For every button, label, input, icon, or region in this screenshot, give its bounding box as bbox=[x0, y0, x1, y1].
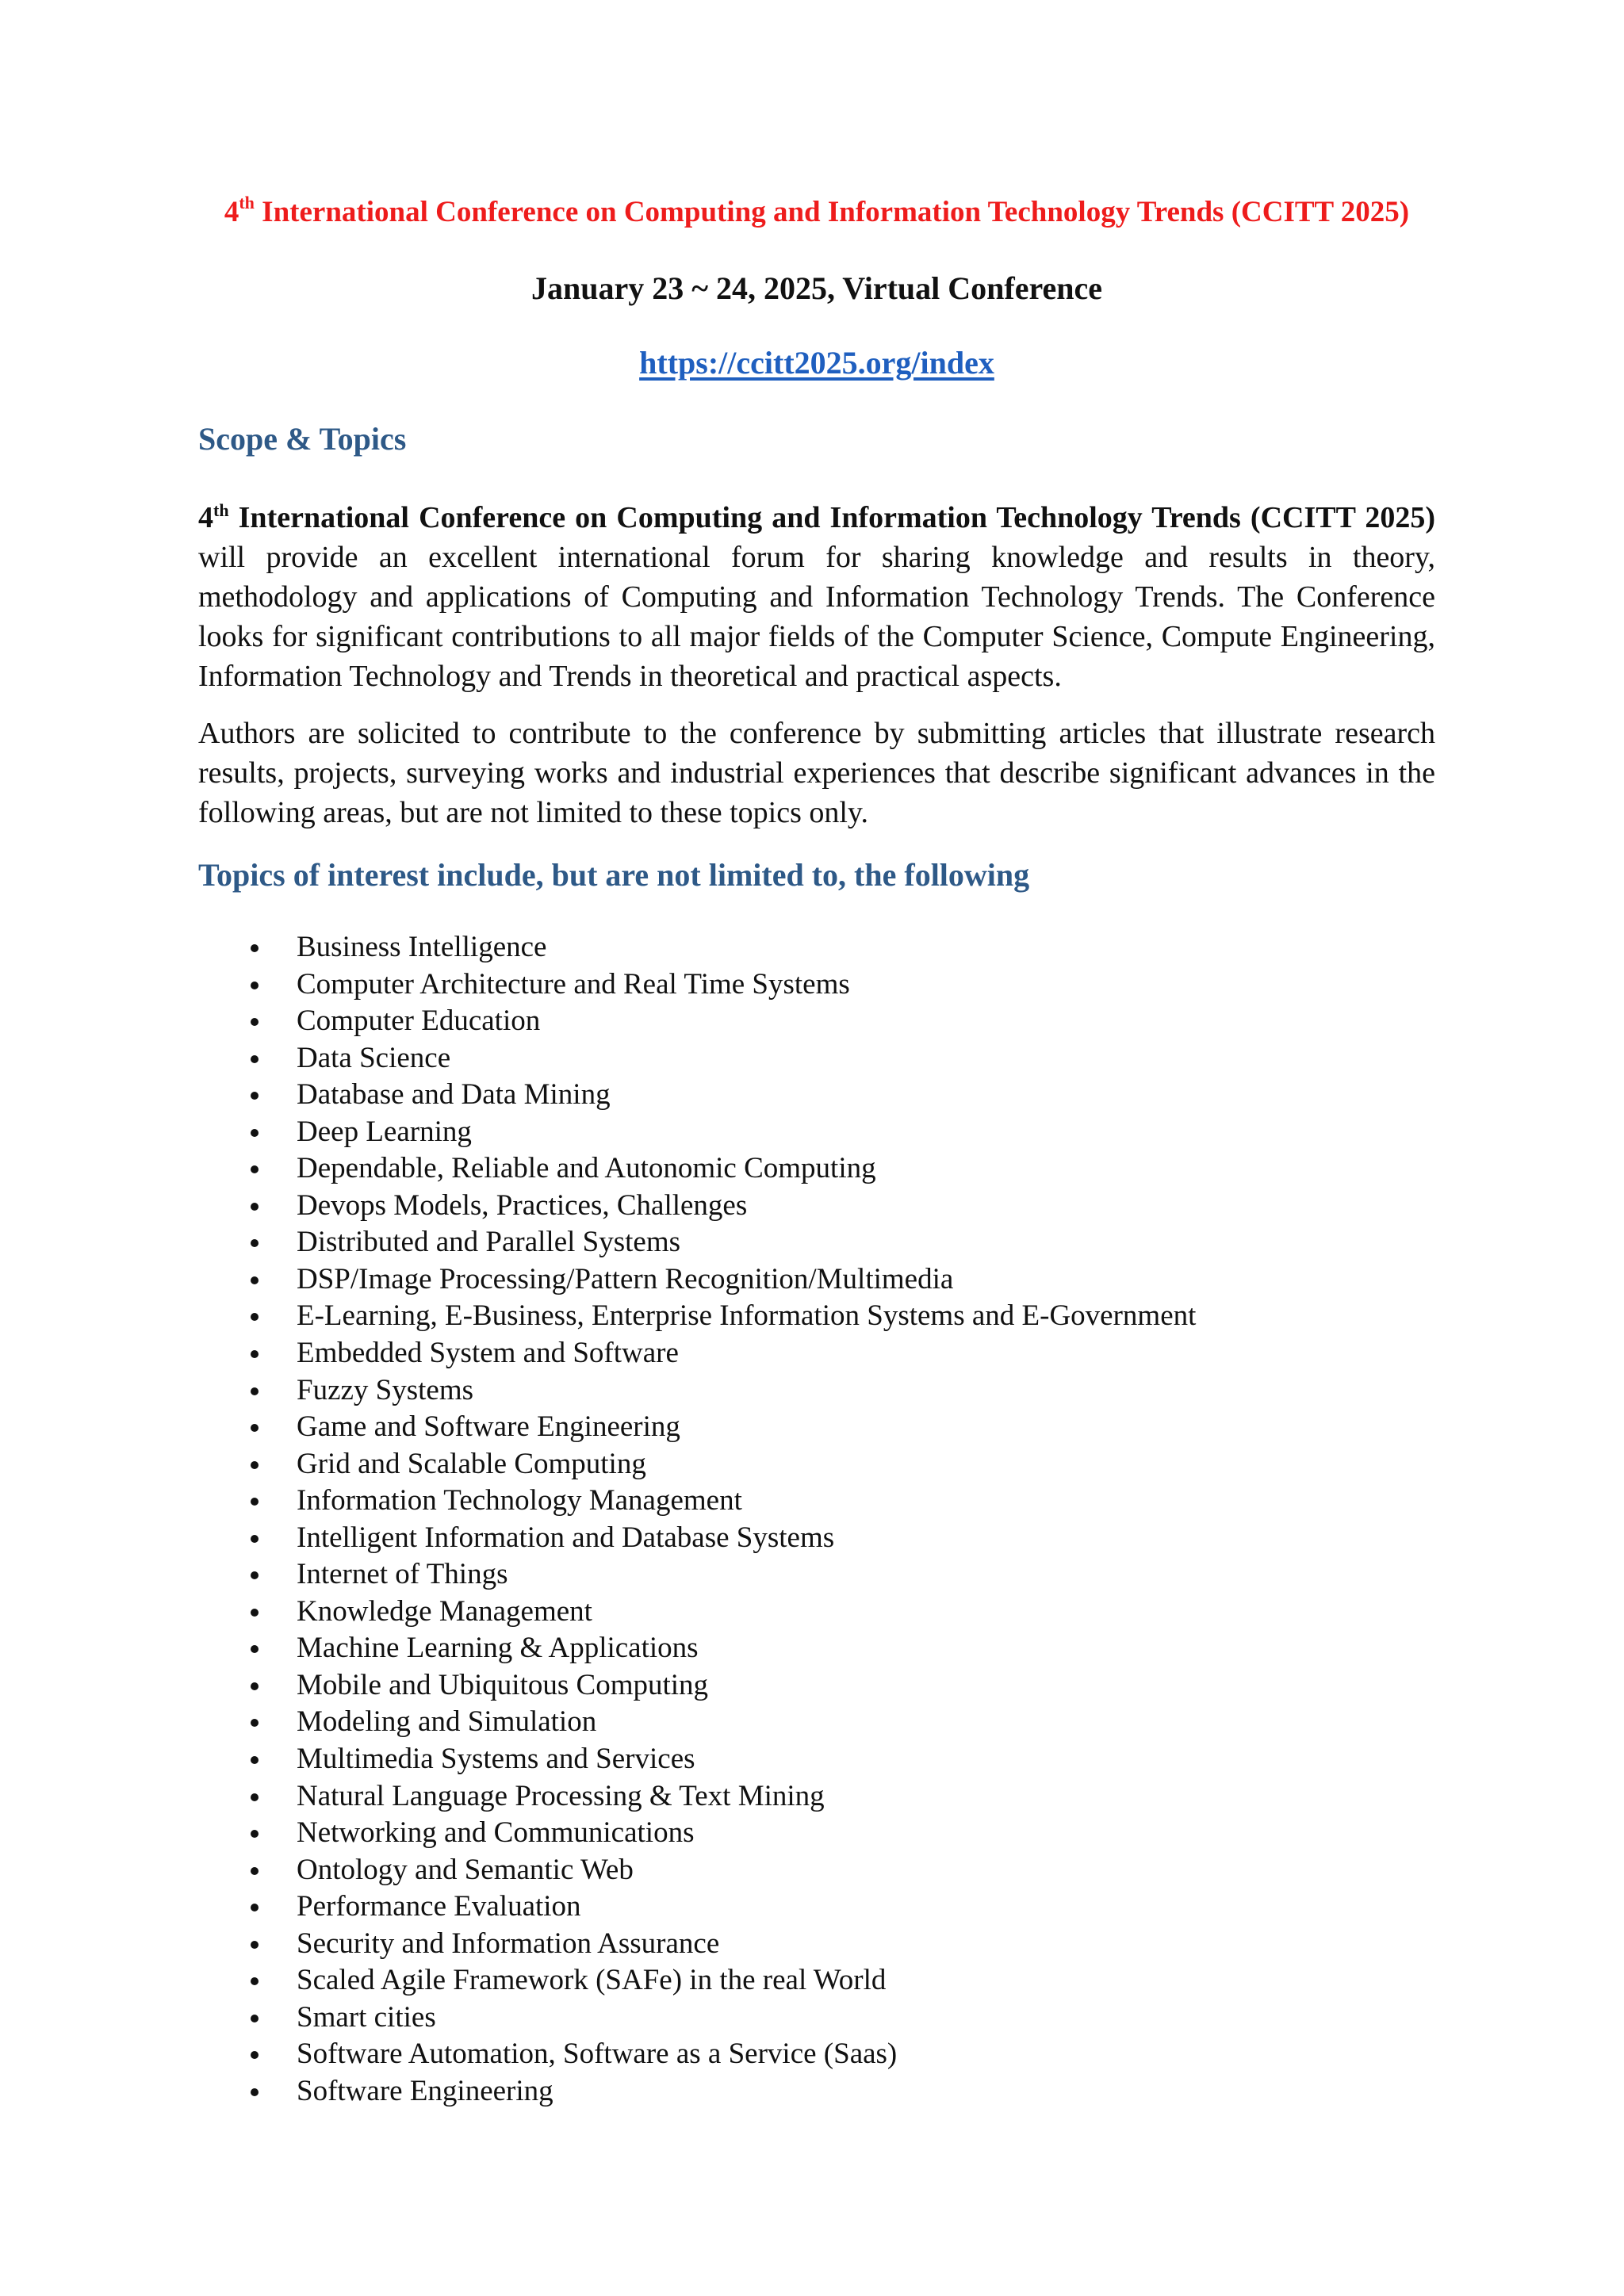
topic-label: Knowledge Management bbox=[297, 1594, 592, 1628]
topic-label: Intelligent Information and Database Systems bbox=[297, 1521, 835, 1554]
topic-list-item bbox=[198, 1298, 1196, 1335]
topic-label: Ontology and Semantic Web bbox=[297, 1853, 634, 1886]
bullet-icon bbox=[251, 1203, 259, 1211]
bullet-icon bbox=[251, 1165, 259, 1173]
bullet-icon bbox=[251, 944, 259, 952]
topic-label: Dependable, Reliable and Autonomic Computing bbox=[297, 1152, 876, 1185]
topic-list-item bbox=[198, 1188, 1196, 1225]
bullet-icon bbox=[251, 1571, 259, 1579]
topics-list bbox=[198, 929, 1196, 2110]
topic-label: Distributed and Parallel Systems bbox=[297, 1226, 681, 1259]
bullet-icon bbox=[251, 1313, 259, 1321]
bullet-icon bbox=[251, 1092, 259, 1100]
topic-label: Performance Evaluation bbox=[297, 1890, 581, 1923]
bullet-icon bbox=[251, 1055, 259, 1063]
topic-label: Computer Education bbox=[297, 1004, 541, 1038]
topic-label: Business Intelligence bbox=[297, 931, 547, 963]
authors-paragraph: Authors are solicited to contribute to the conference by submitting articles that illustrate research results, projects, surveying works and industrial experiences that describe significant advances in the following areas, but are not limited to these topics only. bbox=[198, 717, 1435, 829]
topic-list-item bbox=[198, 1003, 1196, 1040]
topic-label: Scaled Agile Framework (SAFe) in the real World bbox=[297, 1964, 887, 1997]
topic-list-item bbox=[198, 1446, 1196, 1483]
topic-label: Modeling and Simulation bbox=[297, 1705, 597, 1739]
topic-list-item bbox=[198, 1483, 1196, 1520]
topic-label: Grid and Scalable Computing bbox=[297, 1447, 646, 1480]
conference-url-line bbox=[198, 344, 1435, 381]
bullet-icon bbox=[251, 1977, 259, 1985]
conference-title-text: International Conference on Computing and Information Technology Trends (CCITT 2025) bbox=[254, 196, 1410, 228]
topic-label: E-Learning, E-Business, Enterprise Information Systems and E-Government bbox=[297, 1299, 1197, 1333]
topic-list-item bbox=[198, 1778, 1196, 1816]
bullet-icon bbox=[251, 1609, 259, 1617]
topic-list-item bbox=[198, 929, 1196, 966]
topic-list-item bbox=[198, 1962, 1196, 1999]
topic-label: Multimedia Systems and Services bbox=[297, 1743, 695, 1776]
topic-label: DSP/Image Processing/Pattern Recognition/Multimedia bbox=[297, 1262, 954, 1295]
topic-list-item bbox=[198, 1261, 1196, 1299]
bullet-icon bbox=[251, 1535, 259, 1543]
topic-list-item bbox=[198, 1335, 1196, 1372]
topic-label: Embedded System and Software bbox=[297, 1337, 679, 1370]
topic-list-item bbox=[198, 1741, 1196, 1778]
topic-list-item bbox=[198, 1224, 1196, 1261]
topic-list-item bbox=[198, 1999, 1196, 2037]
topic-label: Fuzzy Systems bbox=[297, 1373, 474, 1406]
topic-list-item bbox=[198, 966, 1196, 1004]
topic-list-item bbox=[198, 1556, 1196, 1594]
topic-label: Mobile and Ubiquitous Computing bbox=[297, 1668, 709, 1701]
topic-label: Deep Learning bbox=[297, 1115, 472, 1148]
topic-label: Machine Learning & Applications bbox=[297, 1632, 699, 1665]
topic-list-item bbox=[198, 1077, 1196, 1114]
bullet-icon bbox=[251, 1276, 259, 1284]
intro-paragraph bbox=[198, 498, 1435, 696]
bullet-icon bbox=[251, 1424, 259, 1432]
bullet-icon bbox=[251, 1645, 259, 1653]
bullet-icon bbox=[251, 1387, 259, 1395]
topic-list-item bbox=[198, 1150, 1196, 1188]
topic-list-item bbox=[198, 1667, 1196, 1705]
conference-title-superscript: th bbox=[239, 193, 255, 212]
topic-list-item bbox=[198, 2073, 1196, 2110]
scope-heading: Scope & Topics bbox=[198, 421, 407, 457]
intro-ordinal: 4 bbox=[198, 501, 213, 534]
conference-date-line: January 23 ~ 24, 2025, Virtual Conference bbox=[530, 270, 1103, 306]
intro-bold-text: International Conference on Computing and Information Technology Trends (CCITT 2025) bbox=[228, 501, 1435, 534]
bullet-icon bbox=[251, 1018, 259, 1026]
conference-url-link[interactable]: https://ccitt2025.org/index bbox=[639, 345, 994, 381]
topic-label: Security and Information Assurance bbox=[297, 1927, 720, 1960]
intro-superscript: th bbox=[213, 500, 229, 520]
bullet-icon bbox=[251, 2015, 259, 2022]
intro-bold-lead bbox=[198, 501, 1435, 534]
conference-title bbox=[198, 195, 1435, 229]
bullet-icon bbox=[251, 982, 259, 989]
bullet-icon bbox=[251, 1682, 259, 1690]
bullet-icon bbox=[251, 1941, 259, 1949]
topic-list-item bbox=[198, 1409, 1196, 1446]
topic-list-item bbox=[198, 2036, 1196, 2073]
bullet-icon bbox=[251, 1461, 259, 1469]
topic-label: Data Science bbox=[297, 1041, 451, 1074]
bullet-icon bbox=[251, 1239, 259, 1247]
topic-label: Natural Language Processing & Text Mining bbox=[297, 1779, 825, 1812]
topic-label: Networking and Communications bbox=[297, 1816, 695, 1850]
topic-label: Computer Architecture and Real Time Systems bbox=[297, 967, 850, 1001]
topic-label: Internet of Things bbox=[297, 1558, 508, 1591]
topic-label: Smart cities bbox=[297, 2000, 436, 2034]
topic-list-item bbox=[198, 1926, 1196, 1963]
conference-title-ordinal: 4 bbox=[224, 196, 239, 228]
topic-list-item bbox=[198, 1594, 1196, 1631]
bullet-icon bbox=[251, 2051, 259, 2059]
bullet-icon bbox=[251, 1904, 259, 1911]
topic-list-item bbox=[198, 1040, 1196, 1077]
topic-list-item bbox=[198, 1852, 1196, 1889]
topic-list-item bbox=[198, 1888, 1196, 1926]
topic-list-item bbox=[198, 1114, 1196, 1151]
bullet-icon bbox=[251, 1756, 259, 1764]
bullet-icon bbox=[251, 2088, 259, 2096]
bullet-icon bbox=[251, 1830, 259, 1838]
topic-label: Devops Models, Practices, Challenges bbox=[297, 1188, 748, 1222]
bullet-icon bbox=[251, 1867, 259, 1875]
topic-list-item bbox=[198, 1704, 1196, 1741]
document-page bbox=[198, 0, 1435, 2296]
topic-label: Database and Data Mining bbox=[297, 1078, 611, 1112]
bullet-icon bbox=[251, 1129, 259, 1137]
intro-body-text: will provide an excellent international forum for sharing knowledge and results in theory, methodology and applications of Computing and Information Technology Trends. The Conference looks for significant contributions to all major fields of the Computer Science, Compute Engineering, Information Technology and Trends in theoretical and practical aspects. bbox=[198, 541, 1435, 693]
bullet-icon bbox=[251, 1719, 259, 1727]
topics-heading: Topics of interest include, but are not limited to, the following bbox=[198, 857, 1030, 893]
topic-label: Software Engineering bbox=[297, 2074, 553, 2107]
topic-list-item bbox=[198, 1630, 1196, 1667]
bullet-icon bbox=[251, 1350, 259, 1358]
topic-list-item bbox=[198, 1520, 1196, 1557]
topic-list-item bbox=[198, 1815, 1196, 1852]
topic-label: Information Technology Management bbox=[297, 1484, 742, 1517]
bullet-icon bbox=[251, 1793, 259, 1801]
bullet-icon bbox=[251, 1498, 259, 1506]
topic-list-item bbox=[198, 1372, 1196, 1410]
topic-label: Software Automation, Software as a Service (Saas) bbox=[297, 2038, 898, 2071]
topic-label: Game and Software Engineering bbox=[297, 1410, 680, 1444]
